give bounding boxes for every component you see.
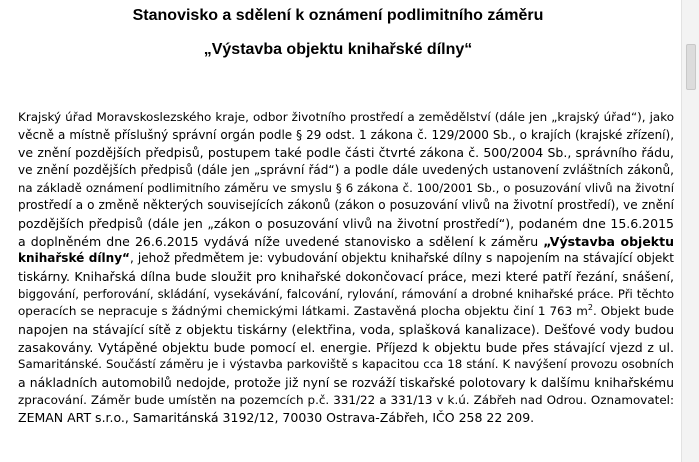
document-title: Stanovisko a sdělení k oznámení podlimitního záměru [132,7,544,24]
paragraph-line: ve znění pozdějších předpisů (dále jen „správní řád“) a podle dále uvedených ustanovení zvláštních zákonů, [18,162,674,177]
paragraph-line: zpracování. Záměr bude umístěn na pozemcích p.č. 331/22 a 331/13 v k.ú. Zábřeh nad Odrou. Oznamovatel: [18,392,674,407]
paragraph-line: napojen na stávající sítě z objektu tiskárny (elektřina, voda, splašková kanalizace). Dešťové vody budou [18,321,674,337]
project-name-bold: „Výstavba objektu [543,233,674,249]
paragraph-line [18,250,674,268]
paragraph-line: biggování, perforování, skládání, vysekávání, falcování, rylování, rámování a drobné knihařské práce. Při těchto [18,286,674,301]
paragraph-line: pozdějších předpisů (dále jen „zákon o posuzování vlivů na životní prostředí“), podaném dne 15.6.2015 [18,215,674,231]
project-name-title: „Výstavba objektu knihařské dílny“ [203,41,473,58]
paragraph-line [18,233,674,251]
statement-paragraph [18,109,674,427]
line-text: operacích se nepracuje s žádnými chemickými látkami. Zastavěná plocha objektu činí 1 763 m [18,304,588,319]
project-name-bold: knihařské dílny“ [18,251,130,266]
paragraph-line: zasakovány. Vytápěné objektu bude pomocí el. energie. Příjezd k objektu bude přes stávající vjezd z ul. [18,339,674,355]
paragraph-line: Samaritánské. Součástí záměru je i výstavba parkoviště s kapacitou cca 18 stání. K navýšení provozu osobních [18,357,674,372]
vertical-scrollbar[interactable] [681,0,699,462]
paragraph-line [18,303,674,321]
line-text: . Objekt bude [592,304,674,319]
paragraph-line: tiskárny. Knihařská dílna bude sloužit pro knihařské dokončovací práce, mezi které patří řezání, snášení, [18,268,674,284]
superscript: 2 [587,303,593,313]
paragraph-line: na základě oznámení podlimitního záměru ve smyslu § 6 zákona č. 100/2001 Sb., o posuzování vlivů na životní [18,180,674,195]
paragraph-line: Krajský úřad Moravskoslezského kraje, odbor životního prostředí a zemědělství (dále jen „krajský úřad“), jako [18,110,674,124]
paragraph-line: ve znění pozdějších předpisů, postupem také podle části čtvrté zákona č. 500/2004 Sb., správního řádu, [18,145,674,161]
paragraph-line: prostředí a o změně některých souvisejících zákonů (zákon o posuzování vlivů na životní prostředí), ve znění [18,198,674,213]
paragraph-line: ZEMAN ART s.r.o., Samaritánská 3192/12, 70030 Ostrava-Zábřeh, IČO 258 22 209. [18,410,535,426]
line-text: , jehož předmětem je: vybudování objektu knihařské dílny s napojením na stávající objekt [129,251,674,266]
paragraph-line: věcně a místně příslušný správní orgán podle § 29 odst. 1 zákona č. 129/2000 Sb., o krajích (krajské zřízení), [18,127,674,142]
scrollbar-thumb[interactable] [686,44,696,90]
line-text: a doplněném dne 26.6.2015 vydává níže uvedené stanovisko a sdělení k záměru [18,233,544,249]
paragraph-line: a nákladních automobilů nedojde, protože již nyní se rozváží tiskařské polotovary k dalšímu knihařskému [18,374,674,390]
